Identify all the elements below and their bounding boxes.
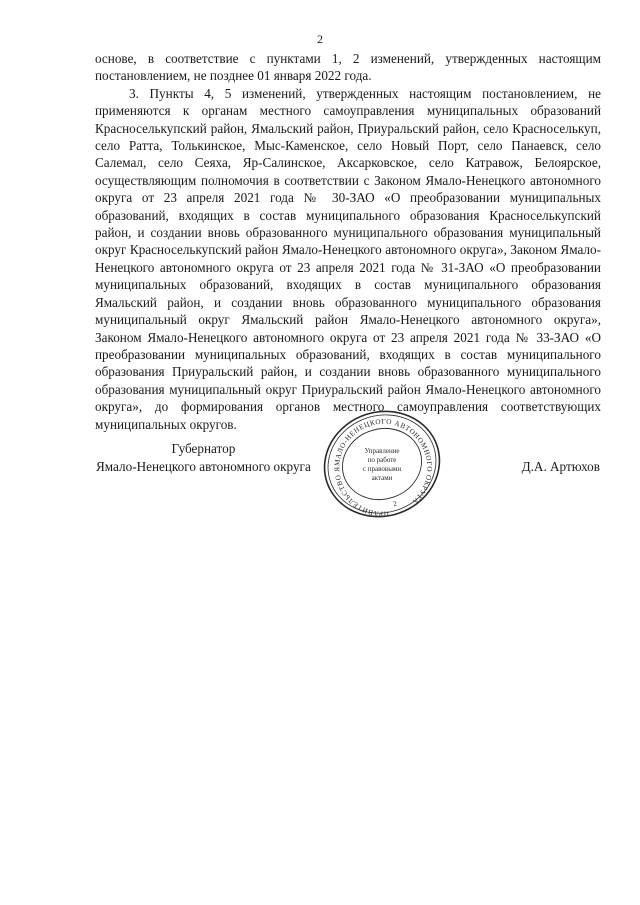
svg-text:ПРАВИТЕЛЬСТВО ЯМАЛО-НЕНЕЦКОГО [320,408,446,520]
seal-center-line3: с правовыми [362,465,402,473]
signatory-title [96,440,311,476]
signatory-title-line1: Губернатор [171,441,236,456]
document-body [95,50,601,433]
official-seal-stamp [318,408,446,520]
paragraph-item-3: 3. Пункты 4, 5 изменений, утвержденных настоящим постановлением, не применяются к органам местного самоуправления муниципальных образований Красноселькупский район, Ямальский район, Приуральский район, село Красноселькуп, село Ратта, Толькинское, Мыс-Каменское, село Новый Порт, село Панаевск, село Салемал, село Сеяха, Яр-Салинское, Аксарковское, село Катравож, Белоярское, осуществляющим полномочия в соответствии с Законом Ямало-Ненецкого автономного округа от 23 апреля 2021 года № 30-ЗАО «О преобразовании муниципальных образований, входящих в состав муниципального образования Красноселькупский район, и создании вновь образованного муниципального образования муниципальный округ Красноселькупский район Ямало-Ненецкого автономного округа», Законом Ямало-Ненецкого автономного округа от 23 апреля 2021 года № 31-ЗАО «О преобразовании муниципальных образований, входящих в состав муниципального образования Ямальский район, и создании вновь образованного муниципального образования муниципальный округ Ямальский район Ямало-Ненецкого автономного округа», Законом Ямало-Ненецкого автономного округа от 23 апреля 2021 года № 33-ЗАО «О преобразовании муниципальных образований, входящих в состав муниципального образования Приуральский район, и создании вновь образованного муниципального образования муниципальный округ Приуральский район Ямало-Ненецкого автономного округа», до формирования органов местного самоуправления соответствующих муниципальных округов. [95,85,601,432]
seal-center-line2: по работе [367,456,397,464]
paragraph-continuation: основе, в соответствие с пунктами 1, 2 изменений, утвержденных настоящим постановлением, не позднее 01 января 2022 года. [95,51,601,84]
seal-outer-text: ПРАВИТЕЛЬСТВО ЯМАЛО-НЕНЕЦКОГО АВТОНОМНОГО ОКРУГА [333,417,434,518]
page-number: 2 [317,32,323,46]
signatory-title-line2: Ямало-Ненецкого автономного округа [96,459,311,474]
seal-number: 2 [392,499,398,509]
seal-center-line4: актами [371,474,393,482]
signatory-name: Д.А. Артюхов [521,459,600,474]
seal-center-line1: Управление [364,447,400,455]
